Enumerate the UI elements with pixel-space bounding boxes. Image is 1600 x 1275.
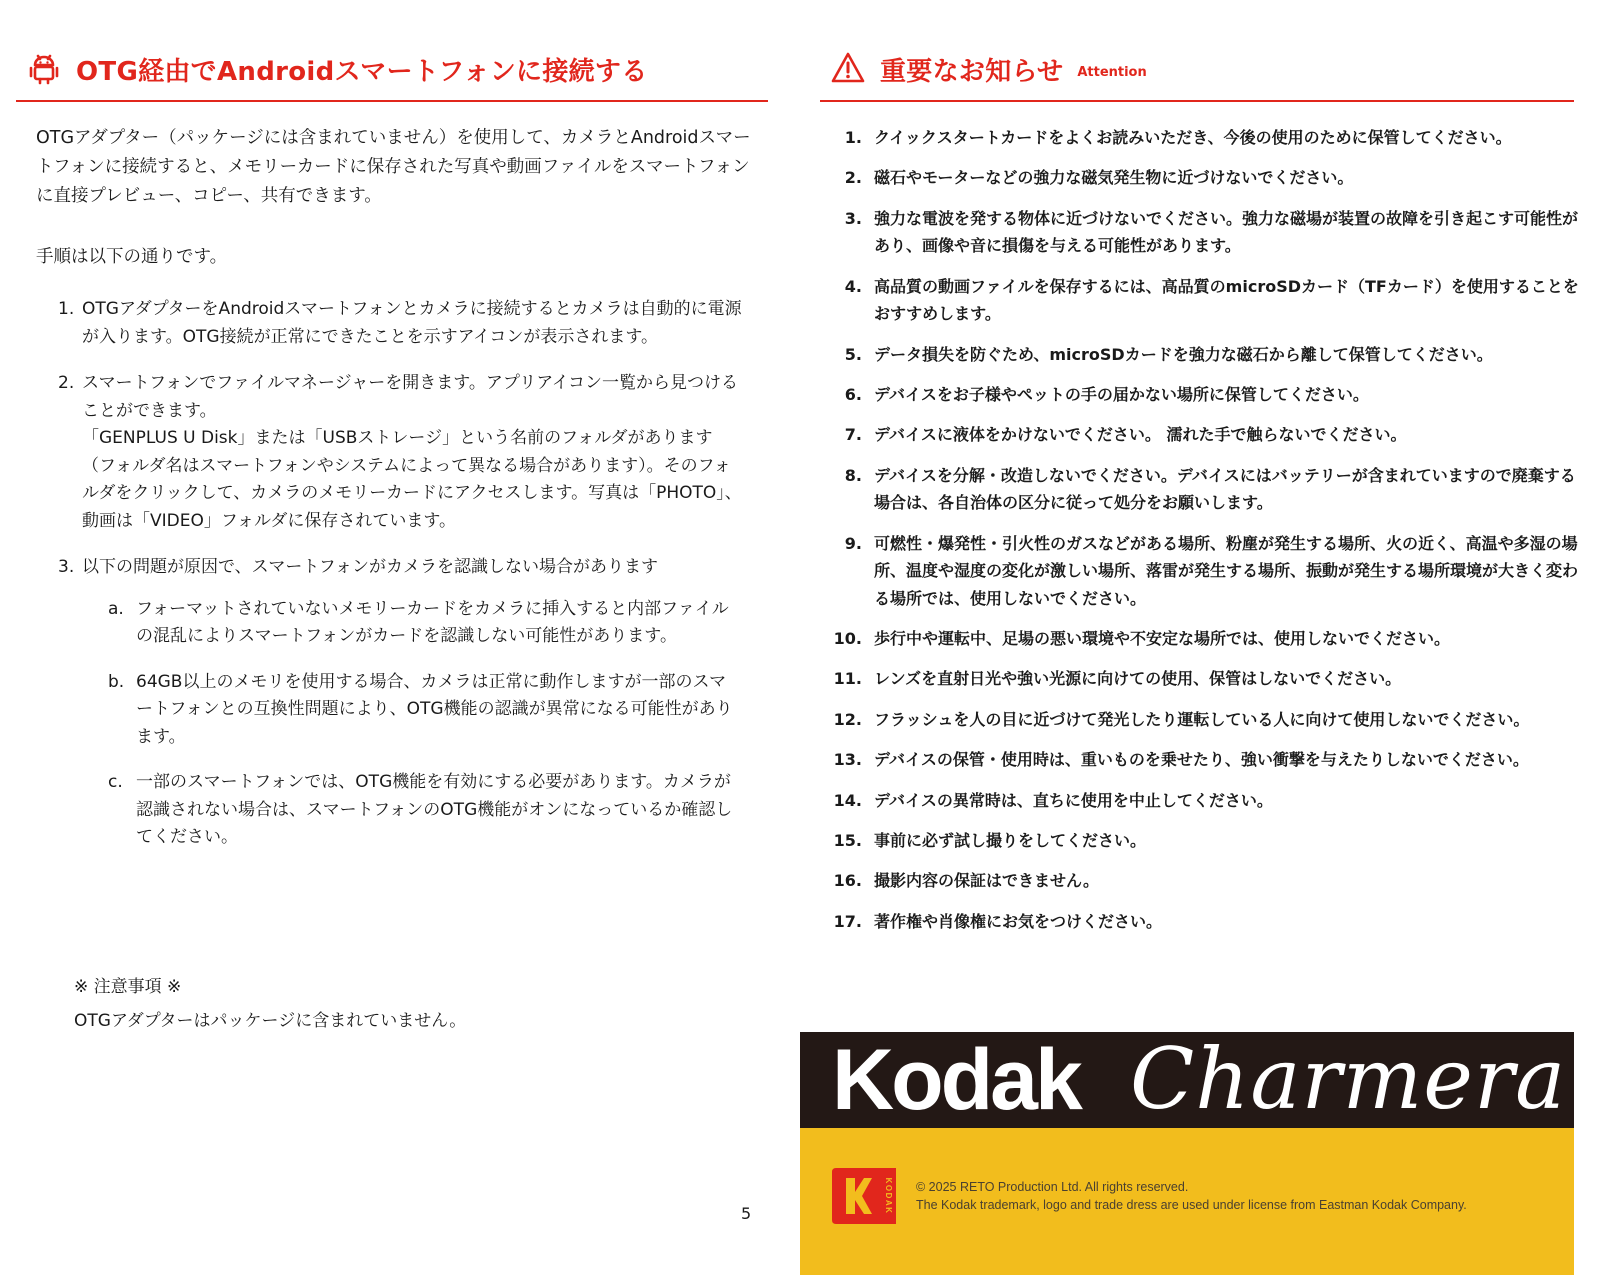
list-item-number: 6. xyxy=(844,384,862,404)
android-icon xyxy=(26,50,62,86)
list-item xyxy=(108,669,742,752)
caution-note-title: ※ 注意事項 ※ xyxy=(74,977,182,997)
attention-title-text: 重要なお知らせ xyxy=(880,57,1064,87)
list-item-number: 1. xyxy=(844,128,862,147)
list-item-number: 7. xyxy=(844,425,862,445)
list-item xyxy=(833,827,1584,855)
list-item-number: 2. xyxy=(844,168,862,188)
list-item-text: 以下の問題が原因で、スマートフォンがカメラを認識しない場合があります xyxy=(82,557,658,577)
list-item xyxy=(844,381,1584,409)
list-item-text: デバイスの異常時は、直ちに使用を中止してください。 xyxy=(874,790,1273,810)
list-item xyxy=(108,596,742,651)
list-item-text: クイックスタートカードをよくお読みいただき、今後の使用のために保管してください。 xyxy=(874,128,1512,147)
list-item-text: デバイスに液体をかけないでください。 濡れた手で触らないでください。 xyxy=(874,425,1407,445)
list-item xyxy=(844,273,1584,328)
list-item-text: 歩行中や運転中、足場の悪い環境や不安定な場所では、使用しないでください。 xyxy=(874,629,1451,649)
attention-subtitle: Attention xyxy=(1077,65,1147,80)
list-item-number: 17. xyxy=(833,911,862,931)
list-item-letter: a. xyxy=(108,598,124,619)
list-item-text: フォーマットされていないメモリーカードをカメラに挿入すると内部ファイルの混乱によりスマートフォンがカードを認識しない可能性があります。 xyxy=(136,598,729,646)
otg-substeps-list xyxy=(82,596,742,852)
list-item-text: フラッシュを人の目に近づけて発光したり運転している人に向けて使用しないでください。 xyxy=(874,709,1530,729)
copyright-text xyxy=(916,1178,1467,1214)
list-item xyxy=(833,867,1584,895)
warning-icon xyxy=(830,50,866,86)
list-item xyxy=(844,164,1584,192)
brand-banner-top xyxy=(800,1032,1574,1128)
list-item xyxy=(833,746,1584,774)
list-item-text: 高品質の動画ファイルを保存するには、高品質のmicroSDカード（TFカード）を使用することをおすすめします。 xyxy=(874,276,1579,324)
list-item xyxy=(833,787,1584,815)
list-item xyxy=(844,462,1584,517)
list-item-text: 「GENPLUS U Disk」または「USBストレージ」という名前のフォルダがあります（フォルダ名はスマートフォンやシステムによって異なる場合があります）。そのフォルダをクリックして、カメラのメモリーカードにアクセスします。写真は「PHOTO」、動画は「VIDEO」フォルダに保存されています。 xyxy=(82,428,742,531)
otg-intro-text: OTGアダプター（パッケージには含まれていません）を使用して、カメラとAndroidスマートフォンに接続すると、メモリーカードに保存された写真や動画ファイルをスマートフォンに直接プレビュー、コピー、共有できます。 xyxy=(36,128,751,206)
list-item-number: 9. xyxy=(844,533,862,553)
list-item xyxy=(108,769,742,852)
list-item-number: 3. xyxy=(844,208,862,228)
list-item-text: 磁石やモーターなどの強力な磁気発生物に近づけないでください。 xyxy=(874,168,1354,188)
list-item-number: 16. xyxy=(833,871,862,891)
list-item-text: デバイスをお子様やペットの手の届かない場所に保管してください。 xyxy=(874,384,1369,404)
otg-section-header xyxy=(16,44,768,102)
list-item-number: 13. xyxy=(833,750,862,770)
list-item xyxy=(833,706,1584,734)
list-item xyxy=(58,370,742,535)
attention-section-title xyxy=(880,51,1147,88)
list-item-number: 8. xyxy=(844,465,862,485)
list-item xyxy=(844,530,1584,613)
attention-section-header xyxy=(820,44,1574,102)
page-number: 5 xyxy=(741,1204,752,1223)
list-item xyxy=(844,205,1584,260)
list-item-number: 4. xyxy=(844,276,862,296)
brand-charmera-wordmark: Charmera xyxy=(1130,1030,1567,1128)
svg-text:KODAK: KODAK xyxy=(884,1177,893,1215)
list-item-text: OTGアダプターをAndroidスマートフォンとカメラに接続するとカメラは自動的に電源が入ります。OTG接続が正常にできたことを示すアイコンが表示されます。 xyxy=(82,299,742,347)
list-item-number: 14. xyxy=(833,790,862,810)
list-item-text: 一部のスマートフォンでは、OTG機能を有効にする必要があります。カメラが認識されない場合は、スマートフォンのOTG機能がオンになっているか確認してください。 xyxy=(136,772,733,847)
list-item-text: 撮影内容の保証はできません。 xyxy=(874,871,1099,891)
list-item-text: 64GB以上のメモリを使用する場合、カメラは正常に動作しますが一部のスマートフォンとの互換性問題により、OTG機能の認識が異常になる可能性があります。 xyxy=(136,671,733,747)
otg-section-title: OTG経由でAndroidスマートフォンに接続する xyxy=(76,57,648,87)
steps-lead-text: 手順は以下の通りです。 xyxy=(36,247,228,267)
copyright-line-2: The Kodak trademark, logo and trade dress are used under license from Eastman Kodak Company. xyxy=(916,1198,1467,1212)
list-item xyxy=(833,625,1584,653)
notices-list xyxy=(833,124,1584,948)
list-item-text: 強力な電波を発する物体に近づけないでください。強力な磁場が装置の故障を引き起こす可能性があり、画像や音に損傷を与える可能性があります。 xyxy=(874,208,1579,256)
list-item-number: 3. xyxy=(58,557,75,577)
list-item-text: スマートフォンでファイルマネージャーを開きます。アプリアイコン一覧から見つけることができます。 xyxy=(82,373,739,421)
kodak-logo-icon xyxy=(832,1168,896,1224)
caution-note xyxy=(74,974,574,1034)
list-item xyxy=(58,296,742,351)
list-item-text: 事前に必ず試し撮りをしてください。 xyxy=(874,830,1147,850)
list-item-number: 1. xyxy=(58,299,75,319)
brand-kodak-wordmark: Kodak xyxy=(832,1032,1080,1128)
list-item-text: デバイスの保管・使用時は、重いものを乗せたり、強い衝撃を与えたりしないでください。 xyxy=(874,750,1529,770)
list-item-number: 2. xyxy=(58,373,75,393)
list-item-text: 著作権や肖像権にお気をつけください。 xyxy=(874,911,1163,931)
list-item xyxy=(844,124,1584,152)
list-item xyxy=(844,421,1584,449)
list-item xyxy=(833,908,1584,936)
list-item-number: 11. xyxy=(833,669,862,689)
list-item-number: 5. xyxy=(844,344,862,364)
list-item-number: 15. xyxy=(833,830,862,850)
copyright-line-1: © 2025 RETO Production Ltd. All rights reserved. xyxy=(916,1180,1189,1194)
otg-steps-list xyxy=(58,296,742,871)
list-item-text: デバイスを分解・改造しないでください。デバイスにはバッテリーが含まれていますので廃棄する場合は、各自治体の区分に従って処分をお願いします。 xyxy=(874,465,1576,513)
list-item-letter: c. xyxy=(108,772,123,792)
list-item-number: 12. xyxy=(833,709,862,729)
list-item xyxy=(833,665,1584,693)
list-item xyxy=(58,554,742,852)
brand-banner-bottom xyxy=(800,1128,1574,1275)
list-item-number: 10. xyxy=(833,629,862,649)
list-item-text: データ損失を防ぐため、microSDカードを強力な磁石から離して保管してください。 xyxy=(874,344,1493,364)
list-item-text: レンズを直射日光や強い光源に向けての使用、保管はしないでください。 xyxy=(874,669,1402,689)
list-item xyxy=(844,341,1584,369)
list-item-text: 可燃性・爆発性・引火性のガスなどがある場所、粉塵が発生する場所、火の近く、高温や多湿の場所、温度や湿度の変化が激しい場所、落雷が発生する場所、振動が発生する場所環境が大きく変わる場所では、使用しないでください。 xyxy=(874,533,1579,608)
caution-note-text: OTGアダプターはパッケージに含まれていません。 xyxy=(74,1011,467,1031)
list-item-letter: b. xyxy=(108,671,125,692)
brand-banner xyxy=(800,1032,1574,1275)
